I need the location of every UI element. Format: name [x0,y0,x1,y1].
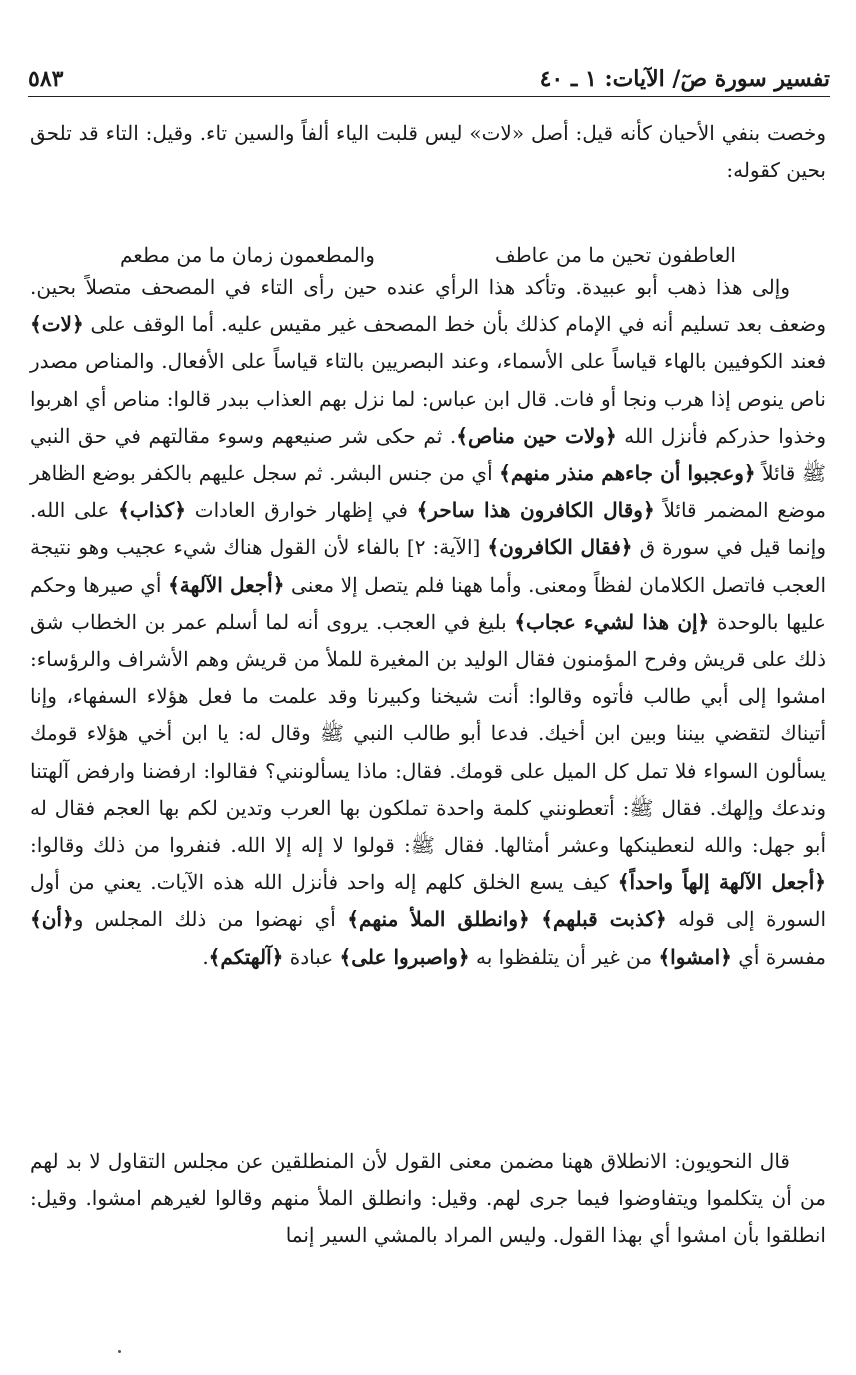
paragraph-3-text: قال النحويون: الانطلاق ههنا مضمن معنى القول لأن المنطلقين عن مجلس التقاول لا بد لهم من أن يتكلموا ويتفاوضوا فيما جرى لهم. وقيل: وانطلق الملأ منهم وقالوا لغيرهم امشوا. وقيل: انطلقوا بأن امشوا أي بهذا القول. وليس المراد بالمشي السير إنما [30,1149,826,1248]
text-run [530,907,541,931]
text-run: أي من جنس البشر. ثم سجل عليهم بالكفر بوضع الظاهر موضع المضمر قائلاً [30,461,826,523]
text-run: [الآية: ٢] بالفاء لأن القول هناك شيء عجيب وهو نتيجة العجب فاتصل الكلامان لفظاً ومعنى. وأما ههنا فلم يتصل إلا معنى [30,535,826,597]
text-run: على الله. وإنما قيل في سورة ق [30,498,826,560]
quran-quote: ﴿إن هذا لشيء عجاب﴾ [514,609,710,634]
poetry-verse [120,237,736,273]
quran-quote: ﴿كذاب﴾ [118,498,186,523]
text-run: . [202,944,209,969]
verse-first-hemistich: العاطفون تحين ما من عاطف [494,243,736,267]
text-run: أي نهضوا من ذلك المجلس و [73,907,348,932]
quran-quote: ﴿وانطلق الملأ منهم﴾ [347,907,530,932]
quran-quote: ﴿وعجبوا أن جاءهم منذر منهم﴾ [499,461,756,486]
running-header [28,52,830,92]
page-speck [118,1350,121,1353]
quran-quote: ﴿امشوا﴾ [658,944,732,969]
paragraph-3 [30,1143,826,1255]
page-number: ٥٨٣ [28,66,64,92]
quran-quote: ﴿وقال الكافرون هذا ساحر﴾ [416,498,655,523]
text-run: بليغ في العجب. يروى أنه لما أسلم عمر بن الخطاب شق ذلك على قريش وفرح المؤمنون فقال الوليد بن المغيرة للملأ من قريش وهم الأشراف والرؤساء: امشوا إلى أبي طالب فأتوه وقالوا: أنت شيخنا وكبيرنا وقد علمت ما فعل هؤلاء السفهاء، وإنا أتيناك لتقضي بيننا وبين ابن أخيك. فدعا أبو طالب النبي ﷺ وقال له: يا ابن أخي هؤلاء قومك يسألون السواء فلا تمل كل الميل على قومك. فقال: ماذا يسألونني؟ فقالوا: ارفضنا وارفض آلهتنا وندعك وإلهك. فقال ﷺ: أتعطونني كلمة واحدة تملكون بها العرب وتدين لكم بها العجم فقال له أبو جهل: والله لنعطينكها وعشر أمثالها. فقال ﷺ: قولوا لا إله إلا الله. فنفروا من ذلك وقالوا: [30,609,826,858]
quran-quote: ﴿آلهتكم﴾ [208,944,284,969]
quran-quote: ﴿كذبت قبلهم﴾ [541,907,667,932]
text-run: من غير أن يتلفظوا به [469,944,659,969]
header-divider [28,96,830,97]
paragraph-2 [30,269,826,976]
paragraph-1-text: وخصت بنفي الأحيان كأنه قيل: أصل «لات» ليس قلبت الياء ألفاً والسين تاء. وقيل: التاء قد تلحق بحين كقوله: [30,121,826,183]
verse-second-hemistich: والمطعمون زمان ما من مطعم [120,243,375,267]
quran-quote: ﴿أجعل الآلهة﴾ [168,572,285,597]
text-run: في إظهار خوارق العادات [185,498,417,523]
text-run: عبادة [283,944,340,969]
paragraph-1 [30,115,826,189]
running-title: تفسير سورة صٓ/ الآيات: ١ ـ ٤٠ [539,66,830,92]
quran-quote: ﴿أجعل الآلهة إلهاً واحداً﴾ [617,870,826,895]
quran-quote: ﴿ولات حين مناص﴾ [456,423,617,448]
text-run: كيف يسع الخلق كلهم إله واحد فأنزل الله هذه الآيات. يعني من أول السورة إلى قوله [30,870,827,932]
text-run: أي صيرها وحكم عليها بالوحدة [30,572,826,634]
quran-quote: ﴿أن﴾ [30,907,74,932]
quran-quote: ﴿فقال الكافرون﴾ [487,535,633,560]
text-run: . ثم حكى شر صنيعهم وسوء مقالتهم في حق النبي ﷺ قائلاً [30,423,827,486]
quran-quote: ﴿واصبروا على﴾ [339,944,470,969]
quran-quote: ﴿لات﴾ [30,312,84,337]
text-run: فعند الكوفيين بالهاء قياساً على الأسماء، وعند البصريين بالتاء قياساً على الأفعال. والمناص مصدر ناص ينوص إذا هرب ونجا أو فات. قال ابن عباس: لما نزل بهم العذاب ببدر قالوا: مناص أي اهربوا وخذوا حذركم فأنزل الله [30,349,827,448]
text-run: وإلى هذا ذهب أبو عبيدة. وتأكد هذا الرأي عنده حين رأى التاء في المصحف متصلاً بحين. وضعف بعد تسليم أنه في الإمام كذلك بأن خط المصحف غير مقيس عليه. أما الوقف على [30,275,826,337]
text-run: مفسرة أي [731,944,826,969]
